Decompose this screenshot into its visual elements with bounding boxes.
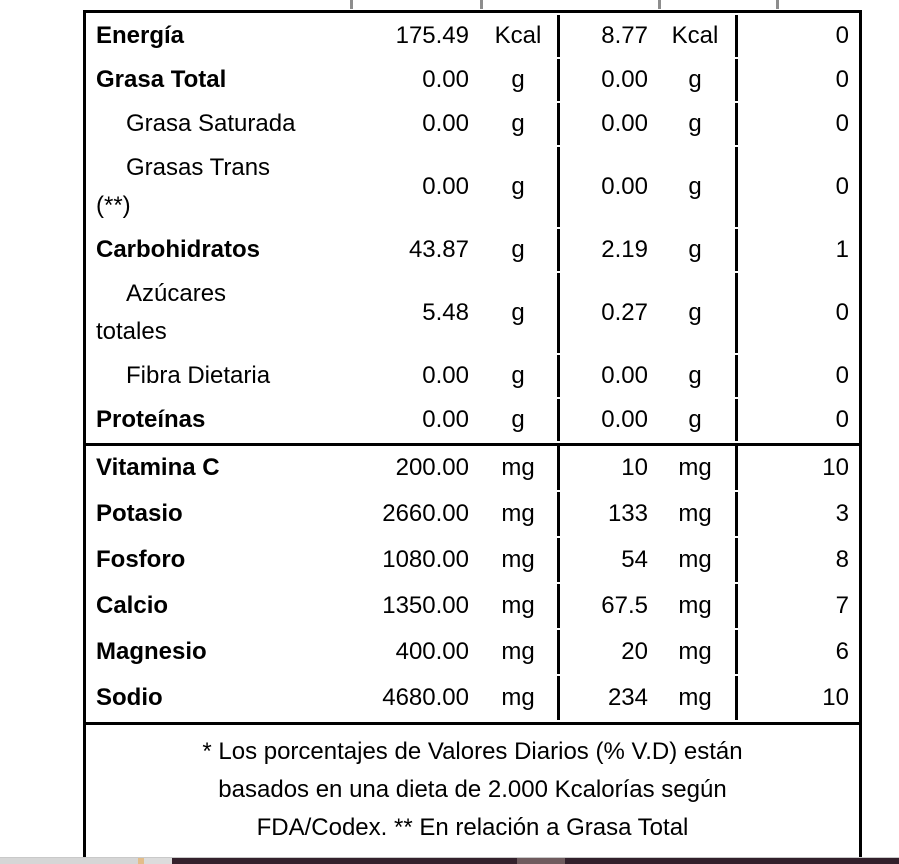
- nutrient-name-line: (**): [96, 192, 131, 219]
- value-per-100g: 0.00: [422, 173, 469, 200]
- bottom-strip-segment: [0, 858, 138, 864]
- unit-per-100g: g: [511, 299, 525, 326]
- unit-per-100g: mg: [501, 546, 535, 573]
- nutrient-name: [86, 676, 379, 720]
- nutrient-row: [86, 273, 859, 353]
- nutrient-name-line: Fosforo: [96, 546, 186, 573]
- nutrient-name-line: Calcio: [96, 592, 169, 619]
- unit-per-100g: mg: [501, 638, 535, 665]
- cropped-border-tick: [658, 0, 661, 9]
- value-per-serving: 8.77: [557, 15, 655, 57]
- value-per-100g: 200.00: [379, 443, 479, 490]
- value-per-serving: 234: [557, 676, 655, 720]
- unit-per-100g: mg: [501, 500, 535, 527]
- unit-per-serving: g: [688, 362, 702, 389]
- nutrient-name: [86, 443, 379, 490]
- footnote-line: * Los porcentajes de Valores Diarios (% V.D) están: [202, 738, 743, 765]
- value-per-serving: 10: [557, 443, 655, 490]
- nutrient-row: [86, 15, 859, 57]
- value-per-serving: 0.00: [557, 399, 655, 441]
- value-per-serving: 133: [557, 492, 655, 536]
- unit-per-serving: mg: [678, 638, 712, 665]
- value-per-100g: 175.49: [395, 22, 469, 49]
- value-per-serving: 0.00: [557, 103, 655, 145]
- percent-daily-value: 10: [735, 443, 859, 490]
- nutrient-name-line: Azúcares: [126, 280, 227, 307]
- nutrient-row: [86, 630, 859, 674]
- unit-per-serving: g: [688, 299, 702, 326]
- nutrient-name-line: Energía: [96, 22, 185, 49]
- unit-per-100g: g: [511, 236, 525, 263]
- unit-per-100g: g: [511, 110, 525, 137]
- nutrient-name: [86, 355, 379, 397]
- bottom-strip-segment: [172, 858, 517, 864]
- percent-daily-value: 0: [735, 355, 859, 397]
- percent-daily-value: 0: [735, 399, 859, 441]
- unit-per-serving: g: [688, 110, 702, 137]
- nutrient-name: [86, 229, 379, 271]
- value-per-100g: 0.00: [422, 406, 469, 433]
- unit-per-serving: Kcal: [671, 22, 719, 49]
- unit-per-serving: mg: [678, 500, 712, 527]
- nutrient-name-line: Potasio: [96, 500, 183, 527]
- nutrient-row: [86, 399, 859, 441]
- cropped-border-tick: [480, 0, 483, 9]
- percent-daily-value: 0: [735, 15, 859, 57]
- nutrient-name: [86, 273, 379, 353]
- value-per-100g: 0.00: [422, 362, 469, 389]
- nutrient-row: [86, 676, 859, 720]
- footnote-row: [86, 722, 859, 857]
- unit-per-serving: mg: [678, 684, 712, 711]
- nutrient-name-line: Sodio: [96, 684, 163, 711]
- unit-per-100g: g: [511, 66, 525, 93]
- percent-daily-value: 0: [735, 59, 859, 101]
- footnote: [86, 722, 859, 857]
- value-per-100g: 2660.00: [382, 500, 469, 527]
- unit-per-serving: g: [688, 406, 702, 433]
- percent-daily-value: 7: [735, 584, 859, 628]
- nutrient-name-line: Grasa Saturada: [126, 110, 296, 137]
- value-per-serving: 2.19: [557, 229, 655, 271]
- value-per-100g: 0.00: [422, 66, 469, 93]
- unit-per-100g: mg: [479, 443, 557, 490]
- nutrient-name-line: totales: [96, 318, 167, 345]
- nutrient-row: [86, 355, 859, 397]
- nutrient-name: [86, 584, 379, 628]
- value-per-100g: 1080.00: [382, 546, 469, 573]
- unit-per-100g: g: [511, 173, 525, 200]
- unit-per-serving: g: [688, 173, 702, 200]
- percent-daily-value: 1: [735, 229, 859, 271]
- unit-per-serving: mg: [678, 592, 712, 619]
- value-per-serving: 20: [557, 630, 655, 674]
- nutrient-name-line: Vitamina C: [96, 454, 220, 481]
- value-per-100g: 1350.00: [382, 592, 469, 619]
- value-per-100g: 400.00: [395, 638, 469, 665]
- nutrient-name: [86, 399, 379, 441]
- unit-per-100g: mg: [501, 592, 535, 619]
- nutrient-row: [86, 584, 859, 628]
- percent-daily-value: 10: [735, 676, 859, 720]
- nutrient-row: [86, 59, 859, 101]
- nutrient-row: [86, 492, 859, 536]
- value-per-100g: 4680.00: [382, 684, 469, 711]
- value-per-serving: 67.5: [557, 584, 655, 628]
- cropped-border-tick: [776, 0, 779, 9]
- nutrition-facts-table: [83, 10, 862, 862]
- nutrient-name-line: Carbohidratos: [96, 236, 261, 263]
- bottom-strip-segment: [565, 858, 899, 864]
- cropped-border-tick: [350, 0, 353, 9]
- value-per-100g: 5.48: [422, 299, 469, 326]
- nutrient-name: [86, 492, 379, 536]
- value-per-serving: 0.27: [557, 273, 655, 353]
- unit-per-100g: g: [511, 406, 525, 433]
- nutrient-row: [86, 229, 859, 271]
- nutrient-name-line: Grasa Total: [96, 66, 227, 93]
- value-per-100g: 0.00: [422, 110, 469, 137]
- bottom-strip-segment: [144, 858, 172, 864]
- percent-daily-value: 0: [735, 147, 859, 227]
- percent-daily-value: 0: [735, 103, 859, 145]
- percent-daily-value: 0: [735, 273, 859, 353]
- unit-per-serving: mg: [678, 546, 712, 573]
- bottom-strip-segment: [517, 858, 565, 864]
- unit-per-100g: mg: [501, 684, 535, 711]
- nutrient-name: [86, 630, 379, 674]
- value-per-serving: 0.00: [557, 147, 655, 227]
- nutrient-row: [86, 147, 859, 227]
- unit-per-100g: g: [511, 362, 525, 389]
- nutrient-name: [86, 15, 379, 57]
- value-per-serving: 0.00: [557, 355, 655, 397]
- value-per-serving: 0.00: [557, 59, 655, 101]
- unit-per-serving: g: [688, 236, 702, 263]
- percent-daily-value: 6: [735, 630, 859, 674]
- nutrient-name-line: Magnesio: [96, 638, 207, 665]
- footnote-line: FDA/Codex. ** En relación a Grasa Total: [256, 814, 689, 841]
- nutrient-name: [86, 59, 379, 101]
- nutrient-name-line: Proteínas: [96, 406, 206, 433]
- percent-daily-value: 3: [735, 492, 859, 536]
- nutrient-row: [86, 538, 859, 582]
- nutrient-row: [86, 103, 859, 145]
- unit-per-serving: mg: [655, 443, 735, 490]
- nutrient-name: [86, 103, 379, 145]
- value-per-serving: 54: [557, 538, 655, 582]
- nutrient-name: [86, 147, 379, 227]
- value-per-100g: 43.87: [408, 236, 469, 263]
- footnote-line: basados en una dieta de 2.000 Kcalorías según: [218, 776, 727, 803]
- nutrient-row: [86, 443, 859, 490]
- unit-per-100g: Kcal: [494, 22, 542, 49]
- nutrient-name: [86, 538, 379, 582]
- unit-per-serving: g: [688, 66, 702, 93]
- nutrient-name-line: Fibra Dietaria: [126, 362, 271, 389]
- percent-daily-value: 8: [735, 538, 859, 582]
- nutrient-name-line: Grasas Trans: [126, 154, 271, 181]
